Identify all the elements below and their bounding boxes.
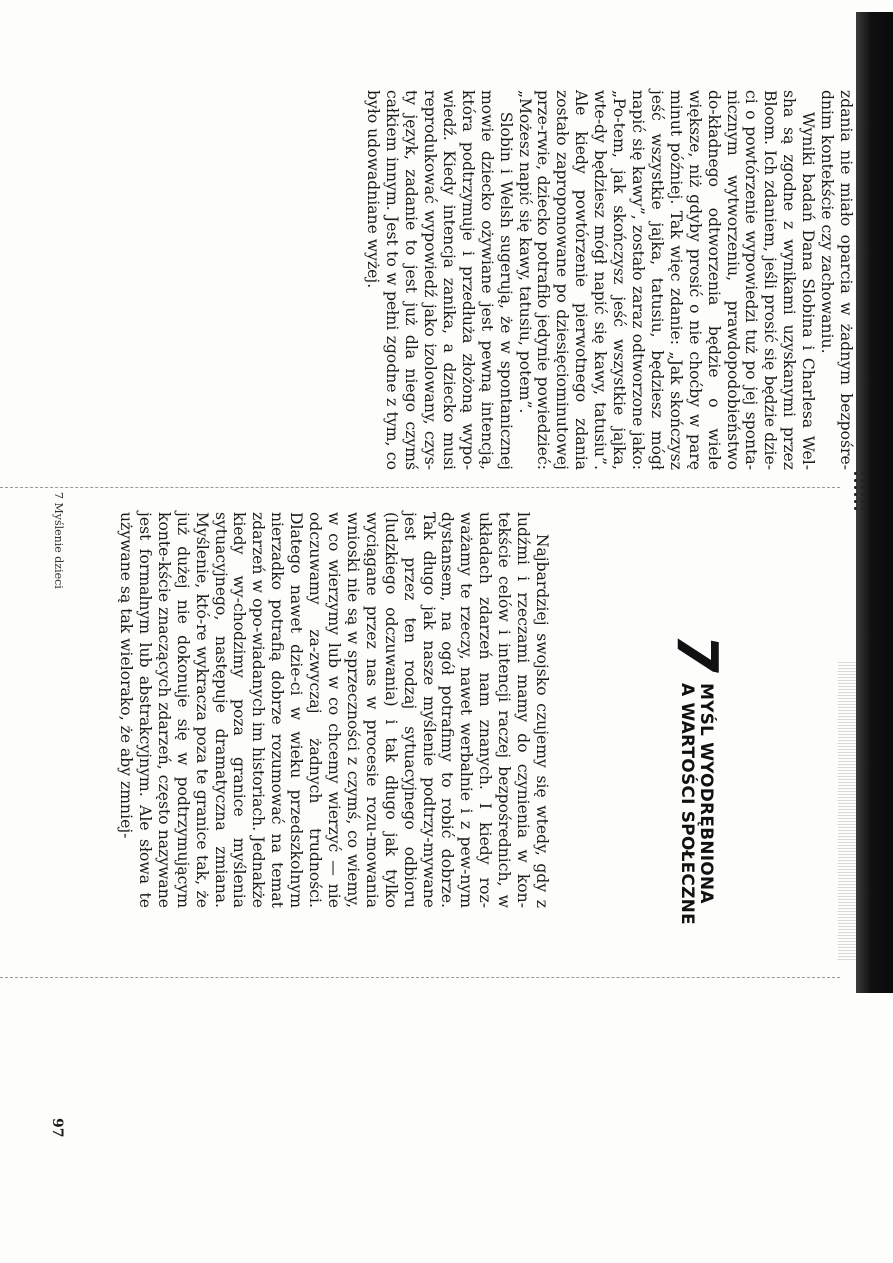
paragraph: Wyniki badań Dana Slobina i Charlesa Wel-sha są zgodne z wynikami uzyskanymi przez Bloom. Ich zdaniem, jeśli prosić się będzie dzie-ci o powtórzenie wypowiedzi tuż po jej sponta-nicznym wytworzeniu, prawdopodobieństwo do-kładnego odtworzenia będzie o wiele większe, niż gdyby prosić o nie choćby w parę minut później. Tak więc zdanie: „Jak skończysz jeść wszystkie jajka, tatusiu, będziesz mógł napić się kawy”, zostało zaraz odtworzone jako: „Po-tem, jak skończysz jeść wszystkie jajka, wte-dy będziesz mógł napić się kawy, tatusiu”. Ale kiedy powtórzenie pierwotnego zdania zostało zaproponowane po dziesięciominutowej prze-rwie, dziecko potrafiło jedynie powiedzieć: „Możesz napić się kawy, tatusiu, potem”. <box>515 90 818 470</box>
chapter-title-line: A WARTOŚCI SPOŁECZNE <box>677 682 697 925</box>
paragraph: Slobin i Welsh sugerują, że w spontanicznej mowie dziecko ożywiane jest pewną intencją, która podtrzymuje i przedłuża złożoną wypo-wiedź. Kiedy intencja zanika, a dziecko musi reprodukować wypowiedź jako izolowany, czys-ty język, zadanie to jest już dla niego czymś całkiem innym. Jest to w pełni zgodne z tym, co było udowadniane wyżej. <box>364 90 515 470</box>
chapter-number: 7 <box>664 634 729 673</box>
page-number: 97 <box>49 1118 65 1138</box>
chapter-title-line: MYŚL WYODRĘBNIONA <box>696 682 716 904</box>
paragraph: zdania nie miało oparcia w żadnym bezpośre-dnim kontekście czy zachowaniu. <box>818 90 855 470</box>
chapter-title <box>677 683 715 925</box>
left-column-text <box>363 90 855 470</box>
right-column-text <box>116 512 551 908</box>
footnote: 7 Myślenie dzieci <box>52 492 65 589</box>
paragraph: Najbardziej swojsko czujemy się wtedy, gdy z ludźmi i rzeczami mamy do czynienia w kon-tekście celów i intencji raczej bezpośrednich, w układach zdarzeń nam znanych. I kiedy roz-ważamy te rzeczy, nawet werbalnie i z pew-nym dystansem, na ogół potrafimy to robić dobrze. Tak długo jak nasze myślenie podtrzy-mywane jest przez ten rodzaj sytuacyjnego odbioru (ludzkiego odczuwania) i tak długo jak tylko wyciągane przez nas w procesie rozu-mowania wnioski nie są w sprzeczności z czymś, co wiemy, w co wierzymy lub w co chcemy wierzyć — nie odczuwamy za-zwyczaj żadnych trudności. Dlatego nawet dzie-ci w wieku przedszkolnym nierzadko potrafią dobrze rozumować na temat zdarzeń w opo-wiadanych im historiach. Jednakże kiedy wy-chodzimy poza granice myślenia sytuacyjnego, następuje dramatyczna zmiana. Myślenie, któ-re wykracza poza te granice tak, że już dużej nie dokonuje się w podtrzymującym konte-kście znaczących zdarzeń, często nazywane jest formalnym lub abstrakcyjnym. Ale słowa te używane są tak wielorako, że aby zmniej- <box>117 512 551 908</box>
chapter-heading <box>664 634 729 925</box>
